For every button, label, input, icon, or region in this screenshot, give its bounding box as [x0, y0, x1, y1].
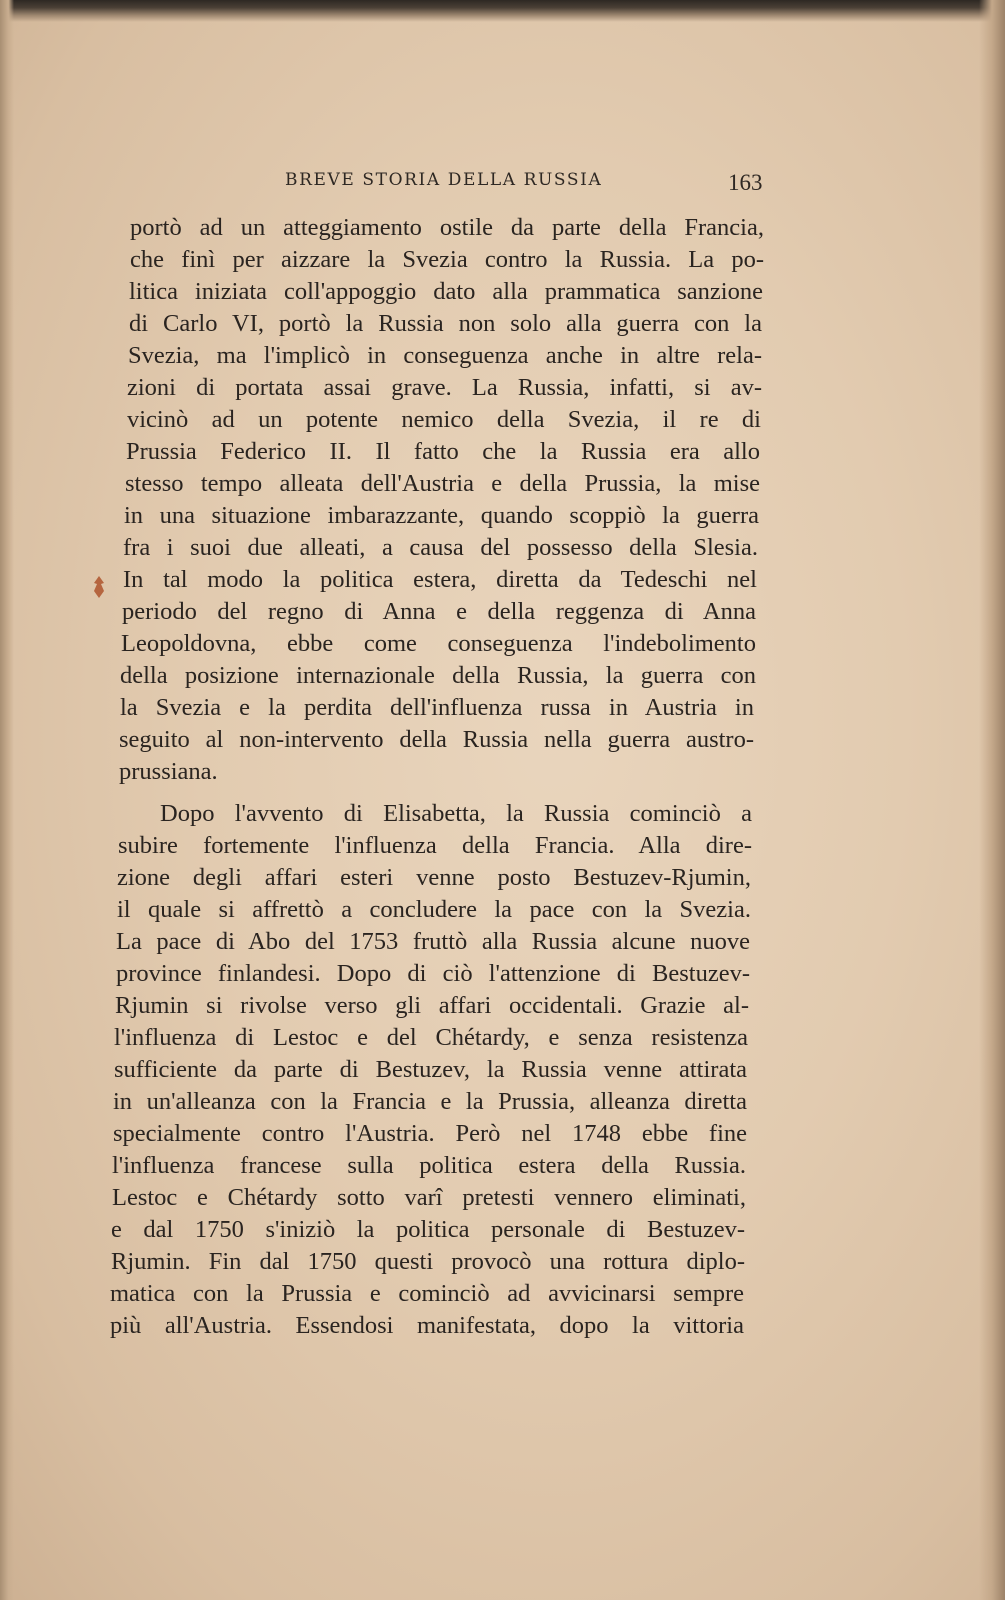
text-line: litica iniziata coll'appoggio dato alla prammatica sanzione [129, 278, 763, 305]
text-line: Rjumin. Fin dal 1750 questi provocò una rottura diplo- [111, 1248, 745, 1275]
text-line: zioni di portata assai grave. La Russia, infatti, si av- [127, 374, 762, 401]
text-line: e dal 1750 s'iniziò la politica personale di Bestuzev- [111, 1216, 745, 1243]
text-line: prussiana. [119, 758, 218, 785]
text-line: sufficiente da parte di Bestuzev, la Russia venne attirata [114, 1056, 747, 1083]
text-line: che finì per aizzare la Svezia contro la Russia. La po- [130, 246, 764, 273]
text-line: portò ad un atteggiamento ostile da parte della Francia, [130, 214, 764, 241]
page-left-edge [0, 0, 14, 1600]
text-line: in una situazione imbarazzante, quando scoppiò la guerra [124, 502, 759, 529]
text-line: Prussia Federico II. Il fatto che la Russia era allo [126, 438, 760, 465]
text-line: specialmente contro l'Austria. Però nel 1748 ebbe fine [113, 1120, 747, 1147]
page-right-edge [979, 0, 1005, 1600]
text-line: Leopoldovna, ebbe come conseguenza l'indebolimento [121, 630, 756, 657]
page-number: 163 [728, 170, 763, 195]
running-head: BREVE STORIA DELLA RUSSIA [285, 170, 603, 190]
text-line: vicinò ad un potente nemico della Svezia, il re di [127, 406, 761, 433]
text-line: periodo del regno di Anna e della reggenza di Anna [122, 598, 756, 625]
text-line: In tal modo la politica estera, diretta da Tedeschi nel [123, 566, 757, 593]
text-line: matica con la Prussia e cominciò ad avvicinarsi sempre [110, 1280, 744, 1307]
page-top-edge [0, 0, 1005, 22]
text-line: la Svezia e la perdita dell'influenza russa in Austria in [120, 694, 754, 721]
text-line: province finlandesi. Dopo di ciò l'attenzione di Bestuzev- [116, 960, 750, 987]
text-line: seguito al non-intervento della Russia nella guerra austro- [119, 726, 754, 753]
text-line: l'influenza francese sulla politica estera della Russia. [112, 1152, 746, 1179]
text-line: Lestoc e Chétardy sotto varî pretesti vennero eliminati, [112, 1184, 746, 1211]
text-line: Dopo l'avvento di Elisabetta, la Russia cominciò a [160, 800, 752, 827]
text-line: fra i suoi due alleati, a causa del possesso della Slesia. [123, 534, 758, 561]
text-line: più all'Austria. Essendosi manifestata, dopo la vittoria [110, 1312, 744, 1339]
text-line: La pace di Abo del 1753 fruttò alla Russia alcune nuove [116, 928, 750, 955]
text-line: della posizione internazionale della Russia, la guerra con [120, 662, 756, 689]
text-line: in un'alleanza con la Francia e la Prussia, alleanza diretta [113, 1088, 747, 1115]
text-line: l'influenza di Lestoc e del Chétardy, e senza resistenza [114, 1024, 748, 1051]
text-line: stesso tempo alleata dell'Austria e della Prussia, la mise [125, 470, 760, 497]
text-line: il quale si affrettò a concludere la pace con la Svezia. [117, 896, 751, 923]
text-line: Rjumin si rivolse verso gli affari occidentali. Grazie al- [115, 992, 749, 1019]
margin-mark-icon [92, 575, 106, 599]
text-line: subire fortemente l'influenza della Francia. Alla dire- [118, 832, 752, 859]
text-line: di Carlo VI, portò la Russia non solo alla guerra con la [129, 310, 762, 337]
text-line: zione degli affari esteri venne posto Bestuzev-Rjumin, [117, 864, 751, 891]
text-line: Svezia, ma l'implicò in conseguenza anche in altre rela- [128, 342, 762, 369]
